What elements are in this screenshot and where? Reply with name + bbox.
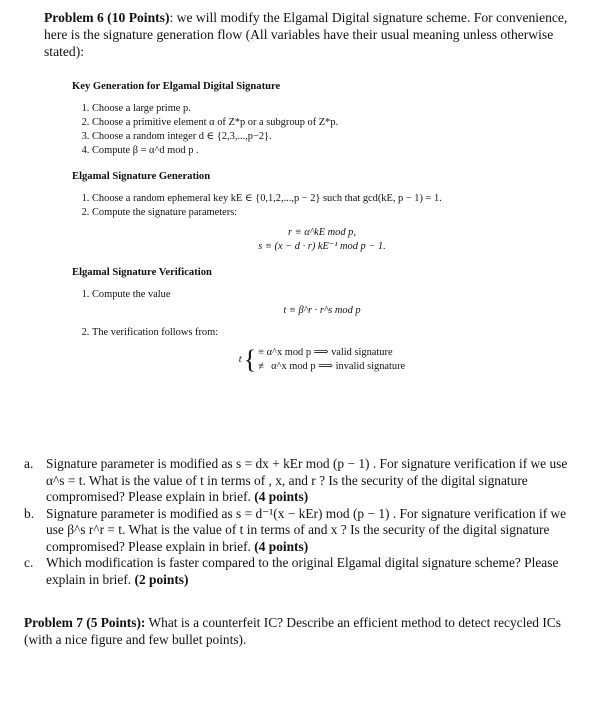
problem6-intro-text: : we will modify the Elgamal Digital signature scheme. For convenience, here is the signature generation flow (All variables have their usual meaning unless otherwise stated): xyxy=(44,10,568,59)
keygen-steps xyxy=(72,102,572,158)
siggen-steps xyxy=(72,192,572,220)
siggen-eq-s: s ≡ (x − d · r) kE⁻¹ mod p − 1. xyxy=(258,241,386,252)
question-b-text: Signature parameter is modified as s = d⁻¹(x − kEr) mod (p − 1) . For signature verification if we use β^s r^r = t. What is the value of t in terms of and x ? Is the security of the digital signature compromised? Please explain in brief. xyxy=(46,505,567,554)
siggen-heading: Elgamal Signature Generation xyxy=(72,171,211,182)
siggen-step-2: 2. Compute the signature parameters: xyxy=(92,206,572,220)
question-b-label: b. xyxy=(24,505,35,521)
question-c-points: (2 points) xyxy=(134,571,189,587)
question-a-text: Signature parameter is modified as s = dx + kEr mod (p − 1) . For signature verification if we use α^s = t. What is the value of t in terms of , x, and r ? Is the security of the digital signature compromised? Please explain in brief. xyxy=(46,456,568,504)
sigver-step1-list xyxy=(72,288,572,302)
siggen-eq-r: r ≡ α^kE mod p, xyxy=(288,227,356,238)
problem6-title: Problem 6 (10 Points) xyxy=(44,10,170,25)
keygen-step-3: 3. Choose a random integer d ∈ {2,3,...,p−2}. xyxy=(92,130,572,144)
problem7-title: Problem 7 (5 Points): xyxy=(24,615,146,630)
question-c-text: Which modification is faster compared to the original Elgamal digital signature scheme? Please explain in brief. xyxy=(46,555,559,587)
problem7-text: What is a counterfeit IC? Describe an efficient method to detect recycled ICs (with a nice figure and few bullet points). xyxy=(24,615,561,647)
sigver-case-invalid: ≢ α^x mod p ⟹ invalid signature xyxy=(258,361,406,372)
question-a xyxy=(24,456,584,506)
question-b-points: (4 points) xyxy=(254,538,309,554)
sigver-eq-t: t ≡ β^r · r^s mod p xyxy=(283,305,361,316)
question-c xyxy=(24,555,584,588)
sigver-step-2: 2. The verification follows from: xyxy=(92,326,572,340)
question-c-label: c. xyxy=(24,555,34,570)
sigver-case-valid: ≡ α^x mod p ⟹ valid signature xyxy=(258,347,393,358)
sigver-cases: t { ≡ α^x mod p ⟹ valid signature ≢ α^x mod p ⟹ invalid signature xyxy=(238,345,406,374)
sigver-step-1: 1. Compute the value xyxy=(92,288,572,302)
question-a-points: (4 points) xyxy=(254,489,309,504)
keygen-step-2: 2. Choose a primitive element α of Z*p or a subgroup of Z*p. xyxy=(92,116,572,130)
problem7 xyxy=(24,615,584,648)
question-list xyxy=(24,456,584,588)
elgamal-box xyxy=(72,80,572,374)
sigver-heading: Elgamal Signature Verification xyxy=(72,267,212,278)
keygen-heading: Key Generation for Elgamal Digital Signature xyxy=(72,81,281,92)
problem6-intro xyxy=(44,9,584,60)
keygen-step-4: 4. Compute β = α^d mod p . xyxy=(92,144,572,158)
brace: { xyxy=(243,345,257,374)
question-b xyxy=(24,506,584,556)
sigver-step2-list xyxy=(72,326,572,340)
siggen-step-1: 1. Choose a random ephemeral key kE ∈ {0,1,2,...,p − 2} such that gcd(kE, p − 1) = 1. xyxy=(92,192,572,206)
question-a-label: a. xyxy=(24,456,34,471)
keygen-step-1: 1. Choose a large prime p. xyxy=(92,102,572,116)
